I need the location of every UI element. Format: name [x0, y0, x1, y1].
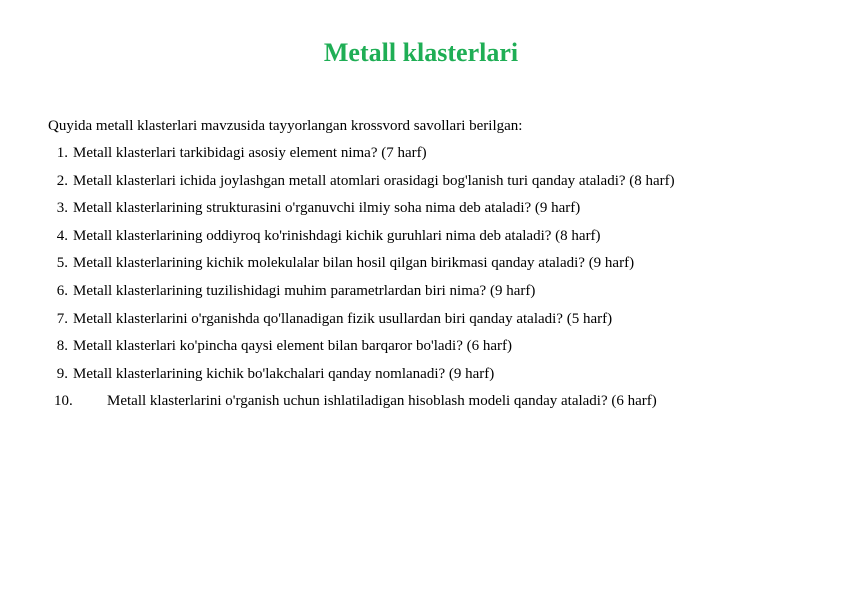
question-item — [0, 391, 842, 419]
question-text: Metall klasterlarining strukturasini o'rganuvchi ilmiy soha nima deb ataladi? (9 harf) — [73, 200, 581, 217]
intro-text: Quyida metall klasterlari mavzusida tayyorlangan krossvord savollari berilgan: — [48, 118, 523, 134]
question-item — [0, 171, 842, 199]
question-text: Metall klasterlari ichida joylashgan metall atomlari orasidagi bog'lanish turi qanday ataladi? (8 harf) — [73, 172, 675, 189]
question-text: Metall klasterlarini o'rganishda qo'llanadigan fizik usullardan biri qanday ataladi? (5 harf) — [73, 310, 613, 327]
question-item — [0, 226, 842, 254]
question-number: 6. — [56, 282, 68, 299]
question-number: 7. — [56, 310, 68, 327]
question-text: Metall klasterlarining kichik molekulalar bilan hosil qilgan birikmasi qanday ataladi? (9 harf) — [73, 255, 635, 272]
question-number: 4. — [56, 227, 68, 244]
question-number: 10. — [54, 393, 73, 410]
question-number: 9. — [56, 365, 68, 382]
question-text: Metall klasterlarining oddiyroq ko'rinishdagi kichik guruhlari nima deb ataladi? (8 harf) — [73, 227, 601, 244]
question-text: Metall klasterlari tarkibidagi asosiy element nima? (7 harf) — [73, 145, 427, 161]
question-text: Metall klasterlarini o'rganish uchun ishlatiladigan hisoblash modeli qanday ataladi? (6 harf) — [107, 393, 657, 410]
question-list — [0, 143, 842, 419]
question-text: Metall klasterlari ko'pincha qaysi element bilan barqaror bo'ladi? (6 harf) — [73, 338, 512, 355]
question-number: 3. — [56, 200, 68, 217]
question-number: 1. — [56, 145, 68, 161]
question-item — [0, 198, 842, 226]
question-number: 2. — [56, 172, 68, 189]
question-item — [0, 309, 842, 337]
question-text: Metall klasterlarining tuzilishidagi muhim parametrlardan biri nima? (9 harf) — [73, 282, 536, 299]
question-item — [0, 253, 842, 281]
question-number: 5. — [56, 255, 68, 272]
question-item — [0, 143, 842, 171]
page-title: Metall klasterlari — [323, 38, 519, 67]
question-item — [0, 281, 842, 309]
question-number: 8. — [56, 338, 68, 355]
question-text: Metall klasterlarining kichik bo'lakchalari qanday nomlanadi? (9 harf) — [73, 365, 495, 382]
question-item — [0, 364, 842, 392]
question-item — [0, 336, 842, 364]
